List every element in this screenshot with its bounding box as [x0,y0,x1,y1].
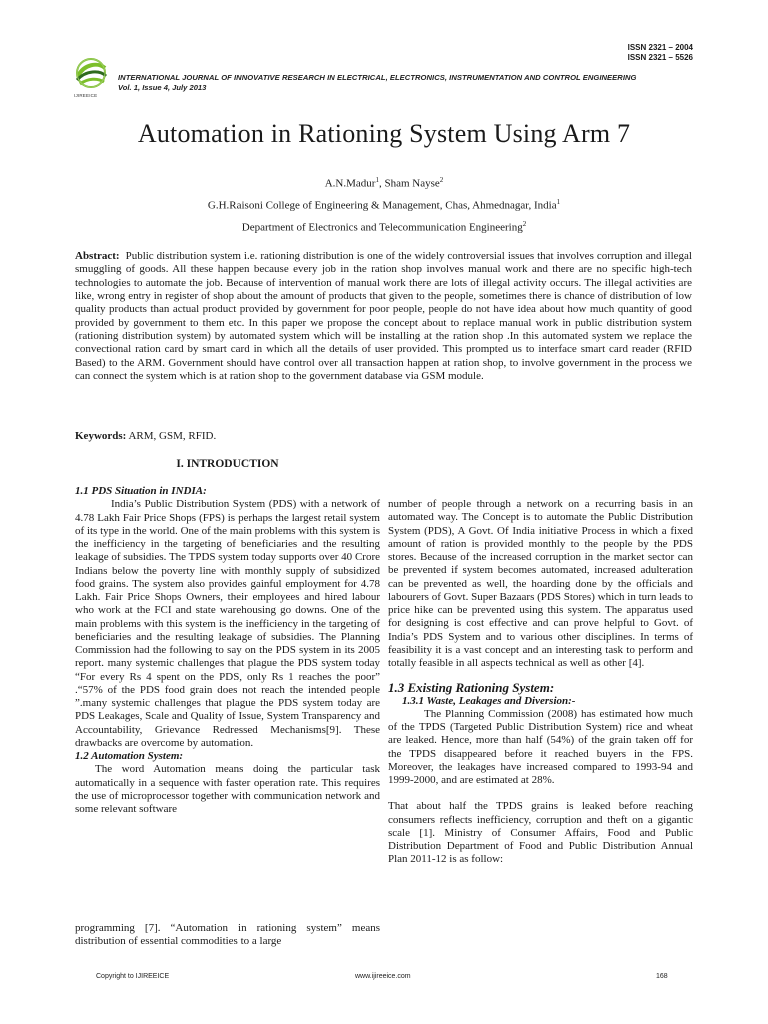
keywords-label: Keywords: [75,430,127,442]
footer-copyright: Copyright to IJIREEICE [96,973,170,980]
logo-caption: IJIREEICE [74,93,98,98]
abstract [75,250,692,383]
paragraph-1-2: The word Automation means doing the particular task automatically in a sequence with faster operation rate. This requires the use of microprocessor together with communication network and some relevant software [75,763,380,815]
affiliation-1: G.H.Raisoni College of Engineering & Management, Chas, Ahmednagar, India$^1$ [207,198,561,212]
issn-line-2: ISSN 2321 – 5526 [627,53,693,62]
subsection-1-3-title: 1.3 Existing Rationing System: [388,680,555,696]
subsection-1-1-title: 1.1 PDS Situation in INDIA: [75,485,207,497]
abstract-label: Abstract: [75,250,120,262]
right-column [388,498,693,867]
globe-logo-icon [72,56,110,98]
section-heading-introduction: I. INTRODUCTION [176,458,279,470]
paragraph-right-1: number of people through a network on a recurring basis in an automated way. The Concept is to automate the Public Distribution System (PDS), A Govt. Of India initiative Process in which a fixed amount of ration is provided monthly to the people by the PDS stores. Because of the increased corruption in the market sector can be prevented if system becomes automated, increased adulteration can be prevented as well, the hoarding done by the officials and labourers of Govt. Super Bazaars (PDS Stores) which in turn leads to price hike can be prevented using this system. The apparatus used for designing is cost effective and can prove helpful to Govt. of India’s PDS System and to various other disciplines. In terms of feasibility it is a vast concept and an interesting task to perform and totally feasible in all aspects technical as well as other [4]. [388,498,693,669]
keywords-text: ARM, GSM, RFID. [128,430,217,442]
paragraph-1-2-continued: programming [7]. “Automation in rationing system” means distribution of essential commodities to a large [75,922,380,948]
abstract-text: Public distribution system i.e. rationing distribution is one of the widely controversial issues that involves corruption and illegal smuggling of goods. All these happen because every job in the ration shop involves manual work and there are no specific high-tech technologies to automate the job. Because of intervention of manual work there are lots of illegal activity occurs. The illegal activities are like, wrong entry in register of shop about the amount of products that given to the people, sometimes there is chance of distribution of low quality products than actual product provided by government for poor people, people do not have idea about how much quantity of good provided by government to them etc. In this paper we propose the concept about to replace manual work in public distribution system (rationing distribution system) by automated system which will be installing at the ration shop .In this automated system we replace the convectional ration card by smart card in which all the details of user provided. This prompted us to interface smart card reader (RFID Based) to the ARM. Government should have control over all transaction happen at ration shop, to involve government in the process we can connect the system which is at ration shop to the government database via GSM module. [75,250,692,383]
paragraph-1-3-1: The Planning Commission (2008) has estimated how much of the TPDS (Targeted Public Distribution System) rice and wheat are leaked. Hence, more than half (54%) of the grain taken off for the TPDS disappeared before it reached buyers in the FPS. Moreover, the leakages have increased compared to 1993-94 and 1999-2000, and are estimated at 28%. [388,707,693,786]
paper-authors: A.N.Madur$^1$, Sham Nayse$^2$ [324,176,444,190]
issn-line-1: ISSN 2321 – 2004 [627,43,693,52]
left-column [75,485,380,816]
keywords [75,430,216,442]
subsection-1-3-1-title: 1.3.1 Waste, Leakages and Diversion:- [402,694,576,707]
paragraph-1-1: India’s Public Distribution System (PDS) with a network of 4.78 Lakh Fair Price Shops (FPS) is perhaps the largest retail system of its type in the world. One of the main problems with this system is the inefficiency in the targeting of beneficiaries and the resulting leakage of subsidies. The TPDS system today supports over 40 Crore Indians below the poverty line with monthly supply of subsidized food grains. The system also provides gainful employment for 4.78 Lakh. Fair Price Shops Owners, their employees and hired labour who work at the FCI and state warehousing go downs. One of the main problems with this system is the inefficiency in the targeting of beneficiaries and the resulting leakage of subsidies. The Planning Commission had the following to say on the PDS system in its 2005 report. many systemic challenges that plague the PDS system today “For every Rs 4 spent on the PDS, only Rs 1 reaches the poor” .“57% of the PDS food grain does not reach the intended people ”.many systemic challenges that plague the PDS system today are PDS Leakages, Scale and Quality of Issue, System Transparency and Accountability, Grievance Redressed Mechanisms[9]. These drawbacks are overcome by automation. [75,498,380,749]
journal-volume: Vol. 1, Issue 4, July 2013 [118,83,207,92]
paper-title: Automation in Rationing System Using Arm 7 [137,119,631,148]
footer-website: www.ijireeice.com [355,973,411,980]
issn-block [628,43,693,63]
subsection-1-2-title: 1.2 Automation System: [75,750,184,762]
paragraph-right-3: That about half the TPDS grains is leaked before reaching consumers reflects inefficiency, corruption and theft on a gigantic scale [1]. Ministry of Consumer Affairs, Food and Public Distribution Department of Food and Public Distribution Annual Plan 2011-12 is as follow: [388,800,693,866]
left-column-bottom [75,922,380,949]
journal-name: INTERNATIONAL JOURNAL OF INNOVATIVE RESEARCH IN ELECTRICAL, ELECTRONICS, INSTRUMENTATION AND CONTROL ENGINEERING [118,73,637,82]
footer-page-number: 168 [656,973,668,980]
journal-logo [72,56,110,98]
affiliation-2: Department of Electronics and Telecommunication Engineering$^2$ [241,220,527,234]
